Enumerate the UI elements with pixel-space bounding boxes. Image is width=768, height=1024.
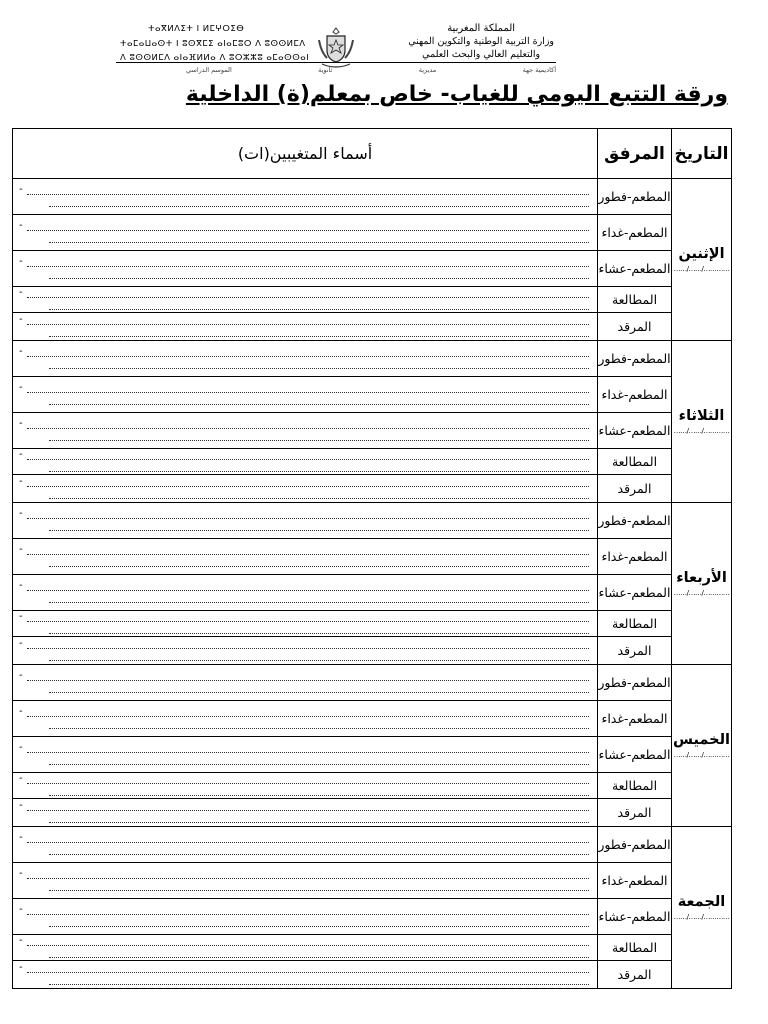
table-row — [13, 611, 732, 637]
line-prefix: - — [19, 255, 23, 267]
facility-cell: المطعم-فطور — [598, 827, 672, 863]
dotted-line[interactable] — [49, 883, 589, 891]
dotted-line[interactable] — [49, 977, 589, 985]
dotted-line[interactable] — [49, 815, 589, 823]
dotted-line[interactable] — [49, 464, 589, 472]
facility-cell: المرقد — [598, 637, 672, 665]
dotted-line[interactable] — [19, 867, 589, 879]
day-cell — [672, 665, 732, 827]
dotted-line[interactable] — [49, 559, 589, 567]
line-prefix: - — [19, 183, 23, 195]
dotted-line[interactable] — [49, 847, 589, 855]
table-row — [13, 341, 732, 377]
facility-cell: المطعم-غداء — [598, 863, 672, 899]
tifinagh-line: ⵜⴰⴳⵍⴷⵉⵜ ⵏ ⵍⵎⵖⵔⵉⴱ — [148, 24, 245, 34]
dotted-lines[interactable] — [13, 772, 597, 796]
facility-cell: المطعم-غداء — [598, 377, 672, 413]
dotted-line[interactable] — [19, 286, 589, 298]
facility-cell: المطعم-عشاء — [598, 737, 672, 773]
dotted-line[interactable] — [49, 653, 589, 661]
names-cell[interactable] — [13, 413, 598, 449]
table-row — [13, 637, 732, 665]
tifinagh-header — [120, 22, 340, 66]
dotted-line[interactable] — [19, 579, 589, 591]
facility-cell: المرقد — [598, 799, 672, 827]
facility-cell: المرقد — [598, 313, 672, 341]
dotted-line[interactable] — [49, 626, 589, 634]
day-name: الأربعاء — [676, 570, 727, 586]
names-cell[interactable] — [13, 899, 598, 935]
arabic-line: وزارة التربية الوطنية والتكوين المهني — [408, 36, 554, 47]
facility-cell: المطعم-غداء — [598, 539, 672, 575]
names-cell[interactable] — [13, 475, 598, 503]
dotted-line[interactable] — [19, 799, 589, 811]
dotted-lines[interactable] — [13, 448, 597, 472]
header-subline — [186, 66, 556, 74]
table-row — [13, 575, 732, 611]
table-row — [13, 251, 732, 287]
names-cell[interactable] — [13, 449, 598, 475]
arabic-line: والتعليم العالي والبحث العلمي — [422, 49, 541, 60]
line-prefix: - — [19, 475, 23, 487]
line-prefix: - — [19, 610, 23, 622]
line-prefix: - — [19, 448, 23, 460]
dotted-line[interactable] — [19, 345, 589, 357]
arabic-header — [408, 22, 554, 61]
names-cell[interactable] — [13, 215, 598, 251]
line-prefix: - — [19, 934, 23, 946]
table-row — [13, 287, 732, 313]
facility-cell: المطعم-فطور — [598, 341, 672, 377]
line-prefix: - — [19, 219, 23, 231]
table-row — [13, 475, 732, 503]
line-prefix: - — [19, 579, 23, 591]
day-name: الإثنين — [678, 246, 725, 262]
table-row — [13, 799, 732, 827]
tifinagh-line: ⵜⴰⵎⴰⵡⴰⵙⵜ ⵏ ⵓⵙⴳⵎⵉ ⴰⵏⴰⵎⵓⵔ ⴷ ⵓⵙⵙⵍⵎⴷ — [120, 38, 306, 49]
day-name: الجمعة — [677, 894, 726, 910]
facility-cell: المطالعة — [598, 611, 672, 637]
day-cell — [672, 827, 732, 989]
day-date-placeholder[interactable]: …………/……/…… — [673, 913, 730, 921]
dotted-lines[interactable] — [13, 381, 597, 405]
dotted-line[interactable] — [49, 685, 589, 693]
names-cell[interactable] — [13, 251, 598, 287]
dotted-line[interactable] — [19, 543, 589, 555]
line-prefix: - — [19, 867, 23, 879]
table-body — [13, 179, 732, 989]
dotted-line[interactable] — [19, 903, 589, 915]
dotted-line[interactable] — [19, 183, 589, 195]
dotted-lines[interactable] — [13, 799, 597, 823]
names-cell[interactable] — [13, 539, 598, 575]
dotted-line[interactable] — [49, 491, 589, 499]
header-rule — [116, 62, 556, 63]
dotted-line[interactable] — [19, 417, 589, 429]
dotted-line[interactable] — [19, 934, 589, 946]
dotted-line[interactable] — [49, 361, 589, 369]
dotted-line[interactable] — [19, 741, 589, 753]
dotted-line[interactable] — [49, 271, 589, 279]
subline-school: ثانوية — [318, 66, 333, 74]
table-row — [13, 961, 732, 989]
line-prefix: - — [19, 705, 23, 717]
names-cell[interactable] — [13, 799, 598, 827]
dotted-lines[interactable] — [13, 934, 597, 958]
facility-cell: المطالعة — [598, 773, 672, 799]
dotted-lines[interactable] — [13, 255, 597, 279]
dotted-line[interactable] — [49, 595, 589, 603]
line-prefix: - — [19, 961, 23, 973]
names-cell[interactable] — [13, 935, 598, 961]
names-cell[interactable] — [13, 341, 598, 377]
names-cell[interactable] — [13, 179, 598, 215]
coat-of-arms-icon — [316, 26, 356, 70]
dotted-line[interactable] — [49, 433, 589, 441]
dotted-line[interactable] — [19, 448, 589, 460]
facility-cell: المرقد — [598, 475, 672, 503]
line-prefix: - — [19, 637, 23, 649]
names-cell[interactable] — [13, 773, 598, 799]
dotted-line[interactable] — [19, 669, 589, 681]
names-cell[interactable] — [13, 503, 598, 539]
facility-cell: المطعم-غداء — [598, 701, 672, 737]
line-prefix: - — [19, 772, 23, 784]
dotted-lines[interactable] — [13, 903, 597, 927]
dotted-lines[interactable] — [13, 507, 597, 531]
table-row — [13, 899, 732, 935]
dotted-lines[interactable] — [13, 610, 597, 634]
dotted-line[interactable] — [49, 950, 589, 958]
dotted-line[interactable] — [19, 831, 589, 843]
dotted-lines[interactable] — [13, 741, 597, 765]
dotted-lines[interactable] — [13, 669, 597, 693]
line-prefix: - — [19, 831, 23, 843]
names-cell[interactable] — [13, 827, 598, 863]
names-cell[interactable] — [13, 287, 598, 313]
table-row — [13, 503, 732, 539]
names-cell[interactable] — [13, 665, 598, 701]
dotted-line[interactable] — [19, 507, 589, 519]
dotted-lines[interactable] — [13, 867, 597, 891]
table-row — [13, 539, 732, 575]
day-cell — [672, 179, 732, 341]
facility-cell: المرقد — [598, 961, 672, 989]
dotted-line[interactable] — [19, 313, 589, 325]
table-header-row — [13, 129, 732, 179]
dotted-line[interactable] — [49, 788, 589, 796]
dotted-line[interactable] — [49, 397, 589, 405]
day-date-placeholder[interactable]: …………/……/…… — [673, 265, 730, 273]
table-row — [13, 215, 732, 251]
table-row — [13, 413, 732, 449]
col-header-names: أسماء المتغيبين(ات) — [13, 129, 598, 179]
table-row — [13, 701, 732, 737]
line-prefix: - — [19, 543, 23, 555]
day-cell — [672, 503, 732, 665]
day-date-placeholder[interactable]: …………/……/…… — [673, 427, 730, 435]
dotted-line[interactable] — [49, 302, 589, 310]
dotted-lines[interactable] — [13, 345, 597, 369]
dotted-line[interactable] — [19, 610, 589, 622]
dotted-lines[interactable] — [13, 637, 597, 661]
facility-cell: المطعم-فطور — [598, 665, 672, 701]
page-title: ورقة التتبع اليومي للغياب- خاص بمعلم(ة) الداخلية — [185, 82, 728, 107]
subline-academy: أكاديمية جهة — [522, 66, 556, 74]
facility-cell: المطعم-عشاء — [598, 899, 672, 935]
attendance-table — [12, 128, 732, 989]
dotted-lines[interactable] — [13, 286, 597, 310]
line-prefix: - — [19, 799, 23, 811]
dotted-lines[interactable] — [13, 543, 597, 567]
facility-cell: المطعم-فطور — [598, 179, 672, 215]
dotted-line[interactable] — [19, 475, 589, 487]
table-row — [13, 935, 732, 961]
dotted-lines[interactable] — [13, 705, 597, 729]
day-cell — [672, 341, 732, 503]
names-cell[interactable] — [13, 863, 598, 899]
facility-cell: المطعم-غداء — [598, 215, 672, 251]
dotted-line[interactable] — [49, 757, 589, 765]
dotted-lines[interactable] — [13, 417, 597, 441]
names-cell[interactable] — [13, 575, 598, 611]
line-prefix: - — [19, 507, 23, 519]
line-prefix: - — [19, 286, 23, 298]
names-cell[interactable] — [13, 961, 598, 989]
dotted-line[interactable] — [19, 381, 589, 393]
col-header-facility: المرفق — [598, 129, 672, 179]
line-prefix: - — [19, 417, 23, 429]
line-prefix: - — [19, 741, 23, 753]
names-cell[interactable] — [13, 377, 598, 413]
arabic-line: المملكة المغربية — [447, 23, 516, 34]
table-row — [13, 773, 732, 799]
dotted-line[interactable] — [19, 637, 589, 649]
dotted-line[interactable] — [49, 235, 589, 243]
tifinagh-line: ⴷ ⵓⵙⵙⵍⵎⴷ ⴰⵏⴰⴼⵍⵍⴰ ⴷ ⵓⵔⵣⵣⵓ ⴰⵎⴰⵙⵙⴰⵏ — [120, 53, 310, 63]
dotted-lines[interactable] — [13, 961, 597, 985]
table-row — [13, 449, 732, 475]
day-date-placeholder[interactable]: …………/……/…… — [673, 589, 730, 597]
dotted-line[interactable] — [49, 721, 589, 729]
table-row — [13, 827, 732, 863]
table-row — [13, 863, 732, 899]
day-date-placeholder[interactable]: …………/……/…… — [673, 751, 730, 759]
table-row — [13, 313, 732, 341]
facility-cell: المطعم-عشاء — [598, 413, 672, 449]
dotted-line[interactable] — [49, 329, 589, 337]
dotted-lines[interactable] — [13, 313, 597, 337]
col-header-date: التاريخ — [672, 129, 732, 179]
line-prefix: - — [19, 345, 23, 357]
dotted-line[interactable] — [19, 705, 589, 717]
dotted-line[interactable] — [49, 199, 589, 207]
names-cell[interactable] — [13, 737, 598, 773]
dotted-lines[interactable] — [13, 475, 597, 499]
dotted-line[interactable] — [49, 919, 589, 927]
subline-season: الموسم الدراسي — [186, 66, 232, 74]
dotted-lines[interactable] — [13, 831, 597, 855]
facility-cell: المطعم-عشاء — [598, 575, 672, 611]
names-cell[interactable] — [13, 611, 598, 637]
dotted-lines[interactable] — [13, 579, 597, 603]
day-name: الثلاثاء — [678, 408, 725, 424]
dotted-lines[interactable] — [13, 219, 597, 243]
table-row — [13, 665, 732, 701]
facility-cell: المطالعة — [598, 449, 672, 475]
names-cell[interactable] — [13, 313, 598, 341]
dotted-line[interactable] — [19, 255, 589, 267]
dotted-line[interactable] — [19, 961, 589, 973]
table-row — [13, 377, 732, 413]
line-prefix: - — [19, 903, 23, 915]
names-cell[interactable] — [13, 701, 598, 737]
facility-cell: المطعم-فطور — [598, 503, 672, 539]
facility-cell: المطالعة — [598, 935, 672, 961]
table-row — [13, 179, 732, 215]
table-row — [13, 737, 732, 773]
line-prefix: - — [19, 313, 23, 325]
facility-cell: المطالعة — [598, 287, 672, 313]
line-prefix: - — [19, 381, 23, 393]
dotted-lines[interactable] — [13, 183, 597, 207]
dotted-line[interactable] — [49, 523, 589, 531]
names-cell[interactable] — [13, 637, 598, 665]
line-prefix: - — [19, 669, 23, 681]
dotted-line[interactable] — [19, 772, 589, 784]
day-name: الخميس — [672, 732, 730, 748]
dotted-line[interactable] — [19, 219, 589, 231]
subline-directorate: مديرية — [418, 66, 437, 74]
facility-cell: المطعم-عشاء — [598, 251, 672, 287]
